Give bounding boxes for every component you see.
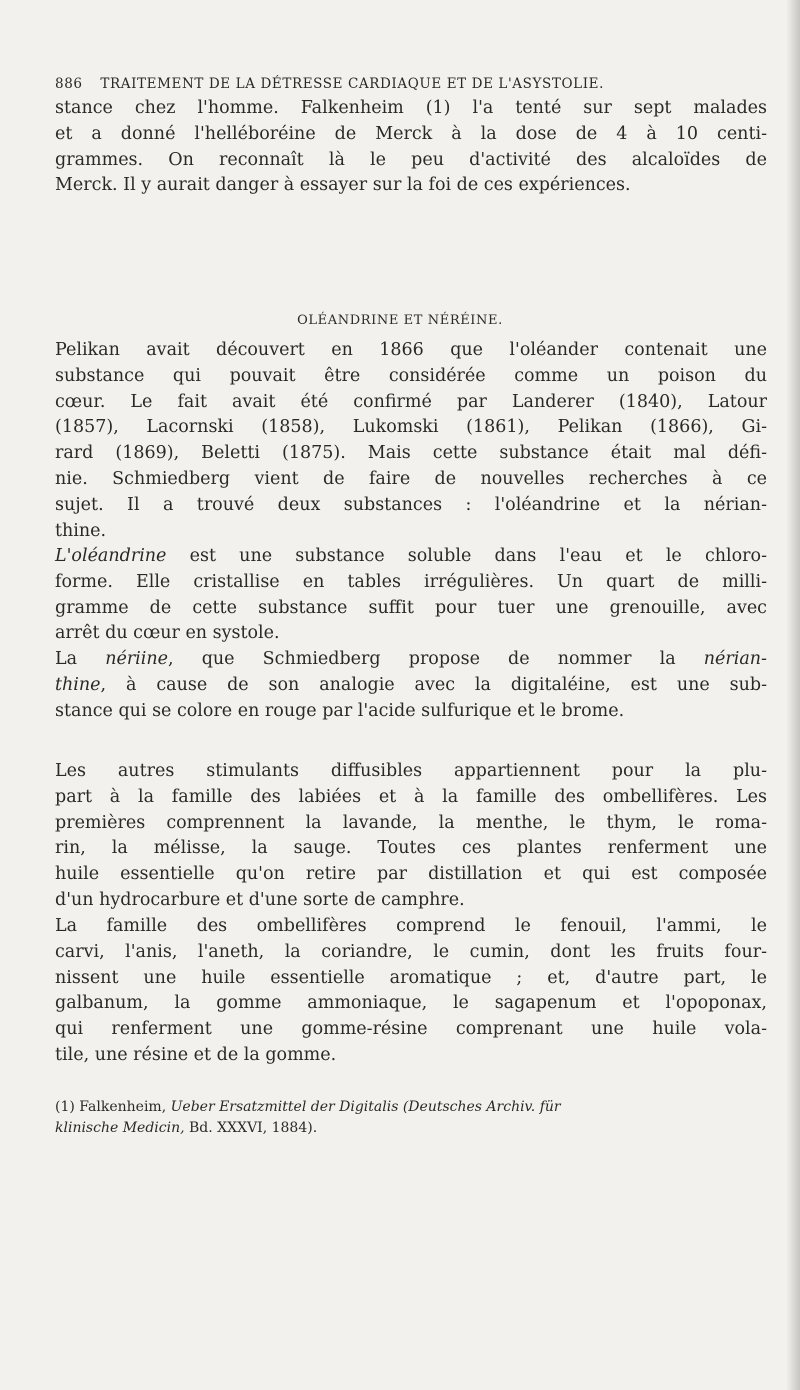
- running-header: [55, 76, 755, 92]
- text-line: thine.: [55, 520, 107, 541]
- footnote: [55, 1097, 767, 1139]
- oleandrine-paragraph: [55, 544, 767, 647]
- footnote-author: Falkenheim,: [79, 1099, 171, 1115]
- text-line: [55, 673, 767, 699]
- running-title: TRAITEMENT DE LA DÉTRESSE CARDIAQUE ET DE L'ASYSTOLIE.: [100, 76, 604, 92]
- text-line: arrêt du cœur en systole.: [55, 623, 280, 644]
- stimulants-paragraph: [55, 759, 767, 914]
- term-nerianthine: nérian-: [703, 649, 767, 669]
- text-line: carvi, l'anis, l'aneth, la coriandre, le cumin, dont les fruits four-: [55, 941, 767, 962]
- footnote-line: [55, 1118, 767, 1139]
- term-oleandrine: L'oléandrine: [55, 546, 167, 566]
- footnote-line: [55, 1097, 767, 1118]
- footnote-marker: (1): [55, 1099, 80, 1115]
- text-line: galbanum, la gomme ammoniaque, le sagapenum et l'opoponax,: [55, 993, 767, 1014]
- pelikan-paragraph: [55, 338, 767, 544]
- text-line: grammes. On reconnaît là le peu d'activité des alcaloïdes de: [55, 149, 767, 170]
- text-line: sujet. Il a trouvé deux substances : l'oléandrine et la nérian-: [55, 494, 767, 515]
- page-edge-shadow: [786, 0, 800, 1390]
- section-heading: OLÉANDRINE ET NÉRÉINE.: [297, 313, 503, 328]
- text-line: La famille des ombellifères comprend le fenouil, l'ammi, le: [55, 916, 767, 936]
- text-line: (1857), Lacornski (1858), Lukomski (1861), Pelikan (1866), Gi-: [55, 417, 767, 438]
- text-line: Merck. Il y aurait danger à essayer sur la foi de ces expériences.: [55, 175, 631, 196]
- text-line: nissent une huile essentielle aromatique ; et, d'autre part, le: [55, 967, 767, 988]
- text-line: premières comprennent la lavande, la menthe, le thym, le roma-: [55, 812, 767, 833]
- text-line: stance qui se colore en rouge par l'acide sulfurique et le brome.: [55, 700, 625, 721]
- intro-paragraph: [55, 96, 767, 199]
- text-line: part à la famille des labiées et à la famille des ombellifères. Les: [55, 786, 767, 807]
- text-line: qui renferment une gomme-résine comprenant une huile vola-: [55, 1019, 767, 1040]
- text-line: Pelikan avait découvert en 1866 que l'oléander contenait une: [55, 340, 767, 360]
- text-line: nie. Schmiedberg vient de faire de nouvelles recherches à ce: [55, 468, 767, 489]
- text-line: substance qui pouvait être considérée comme un poison du: [55, 365, 767, 386]
- text-line: tile, une résine et de la gomme.: [55, 1044, 337, 1065]
- text-line: rin, la mélisse, la sauge. Toutes ces plantes renferment une: [55, 838, 767, 859]
- text-line: stance chez l'homme. Falkenheim (1) l'a tenté sur sept malades: [55, 98, 767, 118]
- footnote-title: Ueber Ersatzmittel der Digitalis: [170, 1099, 399, 1115]
- text-span: , à cause de son analogie avec la digitaléine, est une sub-: [100, 674, 767, 695]
- footnote-journal-cont: klinische Medicin,: [55, 1120, 185, 1136]
- text-line: gramme de cette substance suffit pour tuer une grenouille, avec: [55, 597, 767, 618]
- text-span: La: [55, 649, 106, 669]
- text-line: cœur. Le fait avait été confirmé par Landerer (1840), Latour: [55, 391, 767, 412]
- text-line: d'un hydrocarbure et d'une sorte de camphre.: [55, 889, 465, 910]
- neriine-paragraph: [55, 647, 767, 724]
- term-nerianthine-end: thine: [55, 674, 101, 695]
- text-line: rard (1869), Beletti (1875). Mais cette substance était mal défi-: [55, 443, 767, 464]
- footnote-volume: Bd. XXXVI, 1884).: [184, 1120, 318, 1136]
- text-line: [55, 544, 767, 570]
- text-line: huile essentielle qu'on retire par distillation et qui est composée: [55, 864, 767, 885]
- ombelliferes-paragraph: [55, 914, 767, 1069]
- page-number: 886: [55, 76, 83, 92]
- text-line: [55, 647, 767, 673]
- text-line: forme. Elle cristallise en tables irrégulières. Un quart de milli-: [55, 571, 767, 592]
- text-span: , que Schmiedberg propose de nommer la: [168, 649, 704, 669]
- text-line: et a donné l'helléboréine de Merck à la dose de 4 à 10 centi-: [55, 123, 767, 144]
- footnote-journal: (Deutsches Archiv. für: [402, 1099, 561, 1115]
- text-line: Les autres stimulants diffusibles appartiennent pour la plu-: [55, 761, 767, 781]
- term-neriine: nériine: [105, 649, 169, 669]
- text-span: est une substance soluble dans l'eau et le chloro-: [166, 546, 767, 566]
